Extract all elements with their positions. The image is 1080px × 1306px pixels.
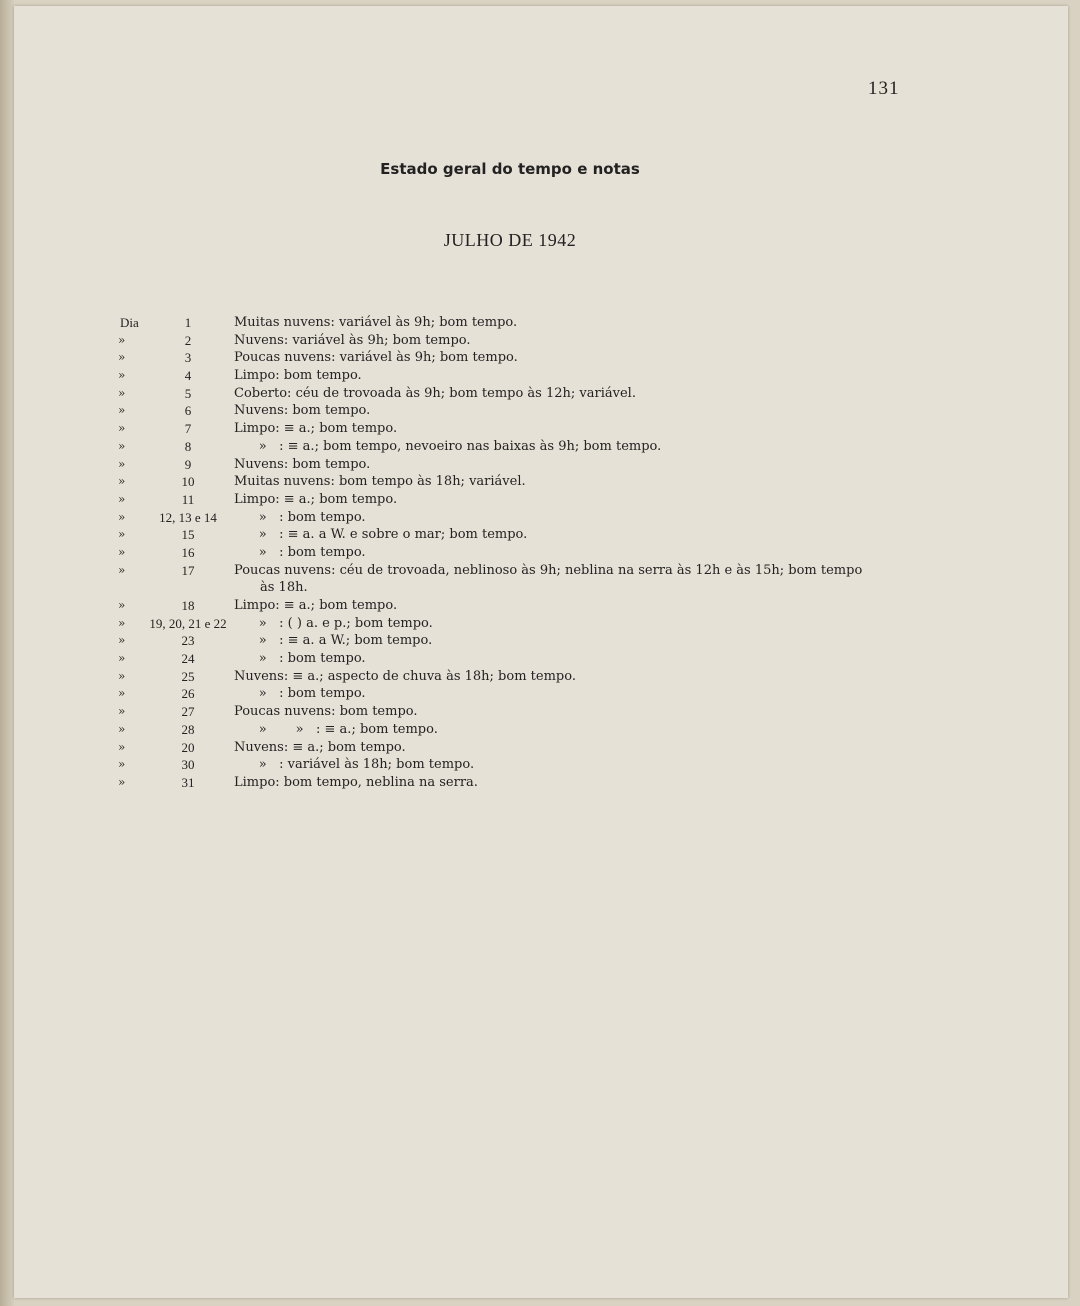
weather-description-continuation: às 18h. (260, 580, 308, 596)
day-number: 2 (184, 332, 192, 348)
ditto-mark: » (118, 615, 126, 630)
ditto-mark: » (118, 527, 126, 542)
list-item (0, 562, 1080, 597)
weather-description: Nuvens: bom tempo. (234, 403, 371, 419)
day-number: 6 (184, 403, 192, 419)
ditto-mark: » (118, 509, 126, 524)
weather-description: Muitas nuvens: bom tempo às 18h; variável. (234, 474, 526, 490)
list-item (0, 703, 1080, 721)
day-number: 11 (181, 491, 195, 507)
list-item (0, 650, 1080, 668)
weather-description: » : ≡ a. a W.; bom tempo. (234, 633, 433, 649)
day-number: 12, 13 e 14 (159, 509, 217, 525)
day-number: 30 (181, 757, 195, 773)
weather-description: » : bom tempo. (234, 686, 366, 702)
day-number: 24 (181, 651, 195, 667)
list-item (0, 739, 1080, 757)
day-number: 31 (181, 774, 195, 790)
weather-description: » » : ≡ a.; bom tempo. (234, 721, 438, 737)
day-number: 10 (181, 474, 195, 490)
weather-description: » : ( ) a. e p.; bom tempo. (234, 615, 433, 631)
ditto-mark: » (118, 474, 126, 489)
list-item (0, 402, 1080, 420)
weather-description: Limpo: bom tempo. (234, 368, 362, 384)
day-number: 1 (184, 315, 192, 330)
ditto-mark: » (118, 368, 126, 383)
ditto-mark: » (118, 757, 126, 772)
list-item (0, 756, 1080, 774)
list-item (0, 597, 1080, 615)
day-number: 9 (184, 456, 192, 472)
weather-description: » : ≡ a. a W. e sobre o mar; bom tempo. (234, 527, 528, 543)
list-item (0, 721, 1080, 739)
ditto-mark: » (118, 456, 126, 471)
month-subtitle: JULHO DE 1942 (443, 230, 577, 250)
weather-description: Coberto: céu de trovoada às 9h; bom tempo às 12h; variável. (234, 385, 636, 401)
day-number: 4 (184, 368, 192, 384)
list-item (0, 314, 1080, 332)
weather-description: » : variável às 18h; bom tempo. (234, 757, 475, 773)
day-number: 28 (181, 721, 195, 737)
list-item (0, 509, 1080, 527)
ditto-mark: » (118, 438, 126, 453)
weather-description: » : bom tempo. (234, 651, 366, 667)
ditto-mark: » (118, 739, 126, 754)
list-item (0, 774, 1080, 792)
weather-description: Limpo: ≡ a.; bom tempo. (234, 491, 398, 507)
ditto-mark: » (118, 598, 126, 613)
ditto-mark: » (118, 686, 126, 701)
day-number: 20 (181, 739, 195, 755)
list-item (0, 367, 1080, 385)
weather-description: Nuvens: ≡ a.; bom tempo. (234, 739, 406, 755)
weather-description: Limpo: bom tempo, neblina na serra. (234, 774, 478, 790)
list-item (0, 456, 1080, 474)
day-number: 19, 20, 21 e 22 (149, 615, 227, 631)
ditto-mark: » (118, 651, 126, 666)
day-number: 25 (181, 668, 195, 684)
list-item (0, 544, 1080, 562)
ditto-mark: » (118, 668, 126, 683)
list-item (0, 685, 1080, 703)
weather-description: Limpo: ≡ a.; bom tempo. (234, 421, 398, 437)
list-item (0, 526, 1080, 544)
weather-description: Nuvens: bom tempo. (234, 456, 371, 472)
weather-description: » : bom tempo. (234, 509, 366, 525)
ditto-mark: » (118, 704, 126, 719)
day-number: 18 (181, 598, 195, 614)
ditto-mark: » (118, 421, 126, 436)
ditto-mark: » (118, 332, 126, 347)
list-item (0, 668, 1080, 686)
weather-description: Poucas nuvens: céu de trovoada, neblinoso às 9h; neblina na serra às 12h e às 15h; bom tempo às 18h. (234, 562, 863, 596)
day-number: 8 (184, 438, 192, 454)
day-number: 16 (181, 544, 195, 560)
weather-description: Poucas nuvens: bom tempo. (234, 704, 418, 720)
weather-description: » : bom tempo. (234, 544, 366, 560)
ditto-mark: » (118, 562, 126, 577)
day-number: 7 (184, 421, 192, 437)
day-number: 17 (181, 562, 195, 578)
list-item (0, 438, 1080, 456)
ditto-mark: » (118, 774, 126, 789)
list-item (0, 349, 1080, 367)
list-item (0, 473, 1080, 491)
day-number: 27 (181, 704, 195, 720)
ditto-mark: » (118, 403, 126, 418)
day-number: 3 (184, 350, 192, 366)
day-column-label: Dia (120, 315, 139, 330)
weather-description: » : ≡ a.; bom tempo, nevoeiro nas baixas às 9h; bom tempo. (234, 438, 662, 454)
list-item (0, 420, 1080, 438)
weather-description: Limpo: ≡ a.; bom tempo. (234, 598, 398, 614)
list-item (0, 332, 1080, 350)
ditto-mark: » (118, 385, 126, 400)
ditto-mark: » (118, 350, 126, 365)
weather-description: Nuvens: ≡ a.; aspecto de chuva às 18h; bom tempo. (234, 668, 576, 684)
day-number: 23 (181, 633, 195, 649)
ditto-mark: » (118, 721, 126, 736)
day-number: 26 (181, 686, 195, 702)
list-item (0, 491, 1080, 509)
weather-notes-list (0, 314, 1080, 792)
ditto-mark: » (118, 544, 126, 559)
ditto-mark: » (118, 491, 126, 506)
list-item (0, 632, 1080, 650)
page-title: Estado geral do tempo e notas (380, 160, 640, 178)
weather-description: Nuvens: variável às 9h; bom tempo. (234, 332, 471, 348)
weather-description: Poucas nuvens: variável às 9h; bom tempo. (234, 350, 518, 366)
list-item (0, 615, 1080, 633)
day-number: 5 (184, 385, 192, 401)
page-number: 131 (868, 78, 900, 99)
list-item (0, 385, 1080, 403)
day-number: 15 (181, 527, 195, 543)
ditto-mark: » (118, 633, 126, 648)
weather-description: Muitas nuvens: variável às 9h; bom tempo. (234, 315, 518, 330)
